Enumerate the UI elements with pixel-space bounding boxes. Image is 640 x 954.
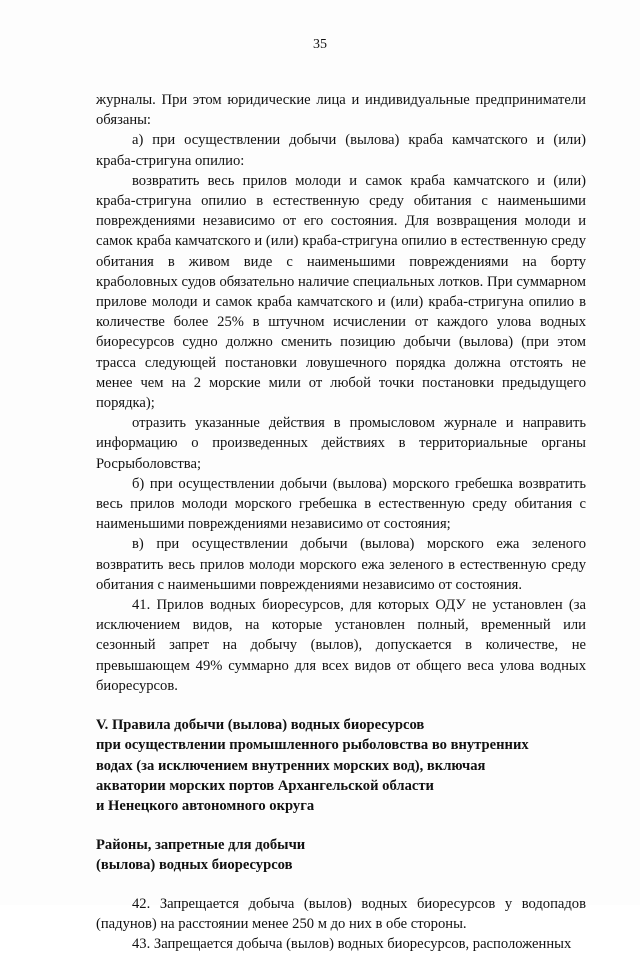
paragraph-43: 43. Запрещается добыча (вылов) водных биоресурсов, расположенных — [132, 935, 572, 952]
paragraph-journal: отразить указанные действия в промысловом журнале и направить информацию о произведенных действиях в территориальные органы Росрыболовства; — [96, 415, 586, 472]
sub-heading — [96, 835, 586, 875]
paragraph-continuation: журналы. При этом юридические лица и индивидуальные предприниматели обязаны: — [96, 92, 586, 129]
sub-heading-line: Районы, запретные для добычи — [96, 837, 306, 854]
paragraph-item-c: в) при осуществлении добычи (вылова) морского ежа зеленого возвратить весь прилов молоди морского ежа зеленого в естественную среду обитания с наименьшими повреждениями независимо от состояния. — [96, 536, 586, 593]
page-number: 35 — [313, 37, 327, 52]
document-body — [96, 90, 586, 954]
sub-heading-line: (вылова) водных биоресурсов — [96, 857, 293, 874]
section-heading-line: и Ненецкого автономного округа — [96, 797, 315, 814]
paragraph-crab-return: возвратить весь прилов молоди и самок краба камчатского и (или) краба-стригуна опилио в естественную среду обитания с наименьшими повреждениями независимо от его состояния. Для возвращения молоди и самок краба камчатского и (или) краба-стригуна опилио в естественную среду обитания в живом виде с наименьшими повреждениями на борту краболовных судов обязательно наличие специальных лотков. При суммарном прилове молоди и самок краба камчатского и (или) краба-стригуна опилио в количестве более 25% в штучном исчислении от каждого улова водных биоресурсов судно должно сменить позицию добычи (вылова) (при этом трасса следующей постановки ловушечного порядка должна отстоять не менее чем на 2 морские мили от любой точки постановки предыдущего порядка); — [96, 172, 586, 412]
paragraph-42: 42. Запрещается добыча (вылов) водных биоресурсов у водопадов (падунов) на расстоянии менее 250 м до них в обе стороны. — [96, 895, 586, 932]
section-heading-line: при осуществлении промышленного рыболовства во внутренних — [96, 737, 529, 754]
paragraph-41: 41. Прилов водных биоресурсов, для которых ОДУ не установлен (за исключением видов, на которые установлен полный, временный или сезонный запрет на добычу (вылов), допускается в количестве, не превышающем 49% суммарно для всех видов от общего веса улова водных биоресурсов. — [96, 597, 586, 694]
section-heading-line: водах (за исключением внутренних морских вод), включая — [96, 757, 486, 774]
section-heading-line: V. Правила добычи (вылова) водных биоресурсов — [96, 717, 425, 734]
section-heading-line: акватории морских портов Архангельской области — [96, 777, 434, 794]
paragraph-item-b: б) при осуществлении добычи (вылова) морского гребешка возвратить весь прилов молоди морского гребешка в естественную среду обитания с наименьшими повреждениями независимо от состояния; — [96, 475, 586, 533]
paragraph-item-a: а) при осуществлении добычи (вылова) краба камчатского и (или) краба-стригуна опилио: — [96, 132, 586, 169]
section-heading — [96, 715, 586, 816]
